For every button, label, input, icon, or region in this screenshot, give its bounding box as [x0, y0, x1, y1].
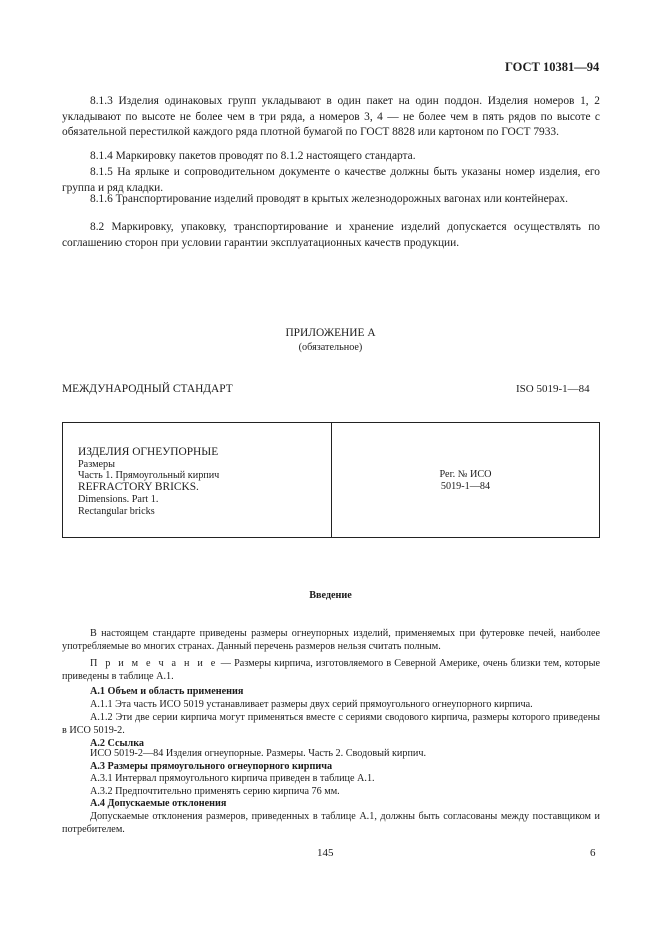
- paragraph-a4: Допускаемые отклонения размеров, приведенных в таблице А.1, должны быть согласованы между поставщиком и потребителем.: [62, 811, 600, 835]
- page-number-right: 6: [590, 847, 596, 859]
- paragraph-8-1-3: 8.1.3 Изделия одинаковых групп укладывают в один пакет на один поддон. Изделия номеров 1, 2 укладывают по высоте не более чем в три ряда, а номеров 3, 4 — не более чем в пять рядов по высоте с обязательной перестилкой каждого ряда плотной бумагой по ГОСТ 8828 или картоном по ГОСТ 7933.: [62, 95, 600, 139]
- iso-number-label: ISO 5019-1—84: [516, 383, 590, 395]
- note-label: П р и м е ч а н и е: [90, 658, 218, 669]
- paragraph-a3-2: А.3.2 Предпочтительно применять серию кирпича 76 мм.: [90, 786, 340, 797]
- appendix-subtitle: (обязательное): [298, 342, 363, 353]
- paragraph-a3-1: А.3.1 Интервал прямоугольного кирпича приведен в таблице А.1.: [90, 773, 375, 784]
- box-registration-block: [332, 469, 599, 492]
- section-a1-heading: А.1 Объем и область применения: [90, 686, 244, 697]
- paragraph-a1-2: А.1.2 Эти две серии кирпича могут применяться вместе с сериями сводового кирпича, размеры которого приведены в ИСО 5019-2.: [62, 712, 600, 736]
- standard-code-header: ГОСТ 10381—94: [505, 60, 600, 74]
- box-title-en: REFRACTORY BRICKS.: [78, 481, 199, 494]
- box-title-block: [78, 447, 219, 517]
- paragraph-8-2: 8.2 Маркировку, упаковку, транспортирование и хранение изделий допускается осуществлять по соглашению сторон при условии гарантии эксплуатационных качеств продукции.: [62, 221, 600, 249]
- standard-title-box: [62, 422, 600, 538]
- paragraph-8-1-6: 8.1.6 Транспортирование изделий проводят в крытых железнодорожных вагонах или контейнерах.: [90, 193, 568, 205]
- paragraph-a1-1: А.1.1 Эта часть ИСО 5019 устанавливает размеры двух серий прямоугольного огнеупорного кирпича.: [90, 699, 533, 710]
- paragraph-a2: ИСО 5019-2—84 Изделия огнеупорные. Размеры. Часть 2. Сводовый кирпич.: [90, 748, 427, 759]
- appendix-title: ПРИЛОЖЕНИЕ А: [285, 327, 376, 339]
- section-a3-heading: А.3 Размеры прямоугольного огнеупорного кирпича: [90, 761, 333, 772]
- box-line-dimensions: Dimensions. Part 1.: [78, 493, 159, 505]
- box-line-rectangular: Rectangular bricks: [78, 505, 155, 517]
- section-a4-heading: А.4 Допускаемые отклонения: [90, 798, 227, 809]
- paragraph-8-1-4: 8.1.4 Маркировку пакетов проводят по 8.1.2 настоящего стандарта.: [90, 150, 416, 162]
- intro-heading: Введение: [309, 590, 352, 601]
- box-line-sizes: Размеры: [78, 458, 115, 470]
- box-reg-number: 5019-1—84: [440, 480, 491, 492]
- page-number-center: 145: [317, 847, 334, 859]
- box-title-ru: ИЗДЕЛИЯ ОГНЕУПОРНЫЕ: [78, 446, 219, 458]
- section-a2-heading: А.2 Ссылка: [90, 738, 145, 749]
- intro-paragraph: В настоящем стандарте приведены размеры огнеупорных изделий, применяемых при футеровке печей, наиболее употребляемые во многих странах. Данный перечень размеров нельзя считать полным.: [62, 628, 600, 652]
- international-standard-label: МЕЖДУНАРОДНЫЙ СТАНДАРТ: [62, 383, 233, 395]
- box-reg-label: Рег. № ИСО: [439, 469, 492, 480]
- paragraph-8-1-5: 8.1.5 На ярлыке и сопроводительном документе о качестве должны быть указаны номер изделия, его группа и ряд кладки.: [62, 166, 600, 194]
- note-text: — Размеры кирпича, изготовляемого в Северной Америке, очень близки тем, которые приведены в таблице А.1.: [62, 658, 600, 682]
- intro-note: [62, 658, 600, 684]
- box-line-part1: Часть 1. Прямоугольный кирпич: [78, 470, 220, 482]
